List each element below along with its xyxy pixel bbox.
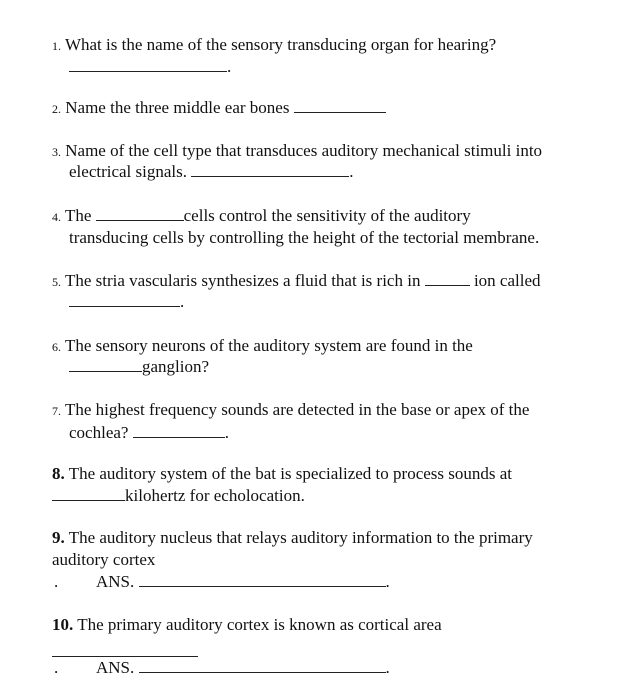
question-number: 7.: [52, 404, 61, 418]
ans-label: ANS.: [96, 658, 135, 677]
question-4: [52, 206, 471, 227]
question-text: cells control the sensitivity of the auditory: [183, 206, 471, 225]
period: .: [227, 57, 232, 76]
answer-blank[interactable]: [133, 423, 225, 438]
answer-blank[interactable]: [69, 292, 180, 307]
question-9-cont: [52, 550, 155, 570]
answer-blank[interactable]: [294, 98, 386, 113]
question-number: 6.: [52, 340, 61, 354]
question-7: [52, 400, 529, 421]
answer-row: [96, 572, 390, 592]
question-text: electrical signals.: [69, 162, 188, 181]
question-text: Name the three middle ear bones: [65, 98, 290, 117]
question-text: transducing cells by controlling the height of the tectorial membrane.: [69, 228, 540, 247]
question-number: 5.: [52, 275, 61, 289]
question-text: The auditory nucleus that relays auditory information to the primary: [68, 528, 533, 547]
question-text: auditory cortex: [52, 550, 156, 569]
question-text: Name of the cell type that transduces auditory mechanical stimuli into: [65, 141, 543, 160]
question-7-cont: [69, 423, 229, 443]
question-text: The auditory system of the bat is specialized to process sounds at: [68, 464, 513, 483]
answer-blank[interactable]: [425, 271, 470, 286]
answer-line: [69, 292, 184, 312]
bullet: .: [54, 658, 59, 677]
question-number: 2.: [52, 102, 61, 116]
question-6-cont: [69, 357, 209, 377]
question-number: 10.: [52, 615, 74, 634]
question-5: [52, 271, 541, 292]
question-text: What is the name of the sensory transducing organ for hearing?: [64, 35, 497, 54]
question-text: ion called: [473, 271, 541, 290]
answer-row: [96, 658, 390, 678]
question-text: The primary auditory cortex is known as cortical area: [77, 615, 442, 634]
question-3-cont: [69, 162, 354, 182]
period: .: [349, 162, 354, 181]
question-1: [52, 35, 496, 56]
bullet: .: [54, 572, 59, 591]
question-text: ganglion?: [142, 357, 210, 376]
answer-blank[interactable]: [69, 357, 142, 372]
question-number: 4.: [52, 210, 61, 224]
period: .: [180, 292, 185, 311]
answer-blank[interactable]: [52, 642, 198, 657]
question-3: [52, 141, 542, 162]
question-number: 3.: [52, 145, 61, 159]
answer-blank[interactable]: [139, 658, 386, 673]
question-number: 1.: [52, 39, 61, 53]
period: .: [385, 572, 390, 591]
question-6: [52, 336, 473, 357]
ans-label: ANS.: [96, 572, 135, 591]
question-2: [52, 98, 386, 119]
question-4-cont: [69, 228, 539, 248]
period: .: [385, 658, 390, 677]
period: .: [224, 423, 229, 442]
answer-blank[interactable]: [69, 57, 227, 72]
answer-blank[interactable]: [139, 572, 386, 587]
answer-line: [69, 57, 231, 77]
question-number: 8.: [52, 464, 65, 483]
question-number: 9.: [52, 528, 65, 547]
question-text: The: [64, 206, 92, 225]
question-8: [52, 464, 512, 484]
answer-blank[interactable]: [52, 486, 125, 501]
question-9: [52, 528, 533, 548]
question-text: The sensory neurons of the auditory system are found in the: [64, 336, 473, 355]
question-10: [52, 615, 442, 635]
answer-blank[interactable]: [96, 206, 184, 221]
question-text: The highest frequency sounds are detected in the base or apex of the: [64, 400, 530, 419]
question-8-cont: [52, 486, 305, 506]
question-text: The stria vascularis synthesizes a fluid that is rich in: [64, 271, 421, 290]
question-text: kilohertz for echolocation.: [125, 486, 305, 505]
answer-blank[interactable]: [191, 162, 349, 177]
question-text: cochlea?: [69, 423, 129, 442]
